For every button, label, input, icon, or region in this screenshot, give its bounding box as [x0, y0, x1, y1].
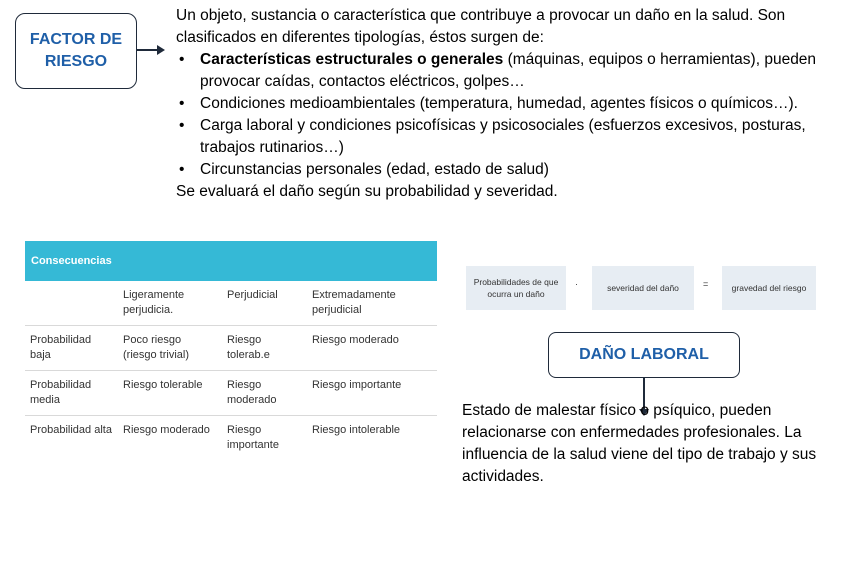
table-cell: Riesgo importante: [307, 371, 437, 416]
table-header-cell: Perjudicial: [222, 281, 307, 326]
formula-equals-operator: =: [703, 279, 709, 289]
definition-bullet: [176, 49, 844, 93]
definition-bullet-text: Carga laboral y condiciones psicofísicas y psicosociales (esfuerzos excesivos, posturas, trabajos rutinarios…): [200, 117, 806, 156]
factor-riesgo-definition: [176, 5, 844, 203]
table-cell: Probabilidad media: [25, 371, 118, 416]
table-row: [25, 416, 437, 461]
table-cell: Riesgo intolerable: [312, 424, 401, 436]
dano-laboral-definition: Estado de malestar físico o psíquico, pueden relacionarse con enfermedades profesionales. La influencia de la salud viene del tipo de trabajo y sus actividades.: [462, 402, 817, 485]
definition-bullet: [176, 159, 844, 181]
table-header-cell: Extremadamente perjudicial: [307, 281, 437, 326]
table-row: [25, 371, 437, 416]
definition-bullet-list: [176, 49, 844, 181]
formula-multiply-operator: ·: [575, 279, 578, 289]
definition-bullet: [176, 93, 844, 115]
definition-conclusion: Se evaluará el daño según su probabilidad y severidad.: [176, 183, 558, 200]
table-cell: Riesgo moderado: [222, 371, 307, 416]
factor-riesgo-title-line2: RIESGO: [44, 53, 108, 70]
table-cell: Probabilidad alta: [30, 424, 112, 436]
definition-bullet-bold: Características estructurales o generales: [200, 51, 504, 68]
table-cell: Riesgo moderado: [123, 424, 210, 436]
definition-bullet: [176, 115, 844, 159]
table-row: [25, 326, 437, 371]
factor-riesgo-title-line1: FACTOR DE: [29, 31, 123, 48]
definition-intro: Un objeto, sustancia o característica que contribuye a provocar un daño en la salud. Son clasificados en diferentes tipologías, éstos surgen de:: [176, 7, 786, 46]
dano-laboral-box: [548, 332, 740, 378]
table-title: Consecuencias: [25, 241, 437, 281]
table-cell: Probabilidad baja: [25, 326, 118, 371]
risk-formula: [466, 266, 816, 310]
formula-probability-box: Probabilidades de que ocurra un daño: [466, 266, 566, 310]
table-cell: Riesgo importante: [227, 424, 279, 451]
definition-bullet-text: Condiciones medioambientales (temperatura, humedad, agentes físicos o químicos…).: [200, 95, 798, 112]
table-cell: Riesgo tolerab.e: [222, 326, 307, 371]
formula-severity-box: severidad del daño: [592, 266, 694, 310]
table-title-row: [25, 241, 437, 281]
table-header-row: [25, 281, 437, 326]
table-cell: Riesgo tolerable: [118, 371, 222, 416]
factor-riesgo-box: [15, 13, 137, 89]
consequences-table: [25, 241, 437, 460]
definition-bullet-text: (máquinas, equipos o herramientas), pueden provocar caídas, contactos eléctricos, golpes…: [200, 51, 817, 90]
arrow-right-icon: [157, 45, 165, 55]
table-header-cell: Ligeramente perjudicia.: [118, 281, 222, 326]
definition-bullet-text: Circunstancias personales (edad, estado de salud): [200, 161, 549, 178]
table-cell: Poco riesgo (riesgo trivial): [118, 326, 222, 371]
connector-arrow-line: [137, 49, 159, 51]
dano-laboral-title: DAÑO LABORAL: [579, 346, 709, 363]
formula-gravity-box: gravedad del riesgo: [722, 266, 816, 310]
table-cell: Riesgo moderado: [307, 326, 437, 371]
table-header-cell: [25, 281, 118, 326]
